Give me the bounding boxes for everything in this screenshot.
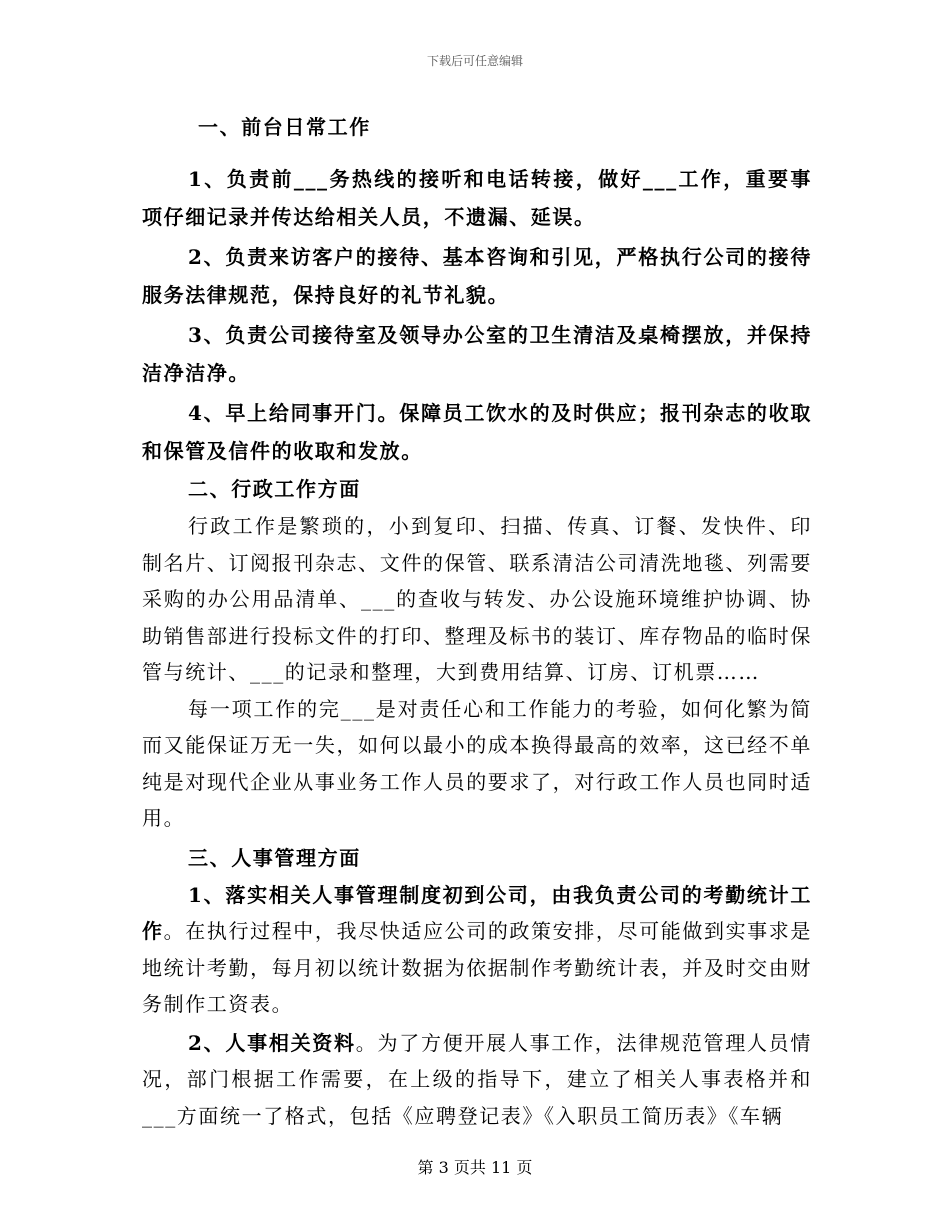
section-2-paragraph-1: 行政工作是繁琐的，小到复印、扫描、传真、订餐、发快件、印制名片、订阅报刊杂志、文件的保管、联系清洁公司清洗地毯、列需要采购的办公用品清单、___的查收与转发、办公设施环境维护协调、协助销售部进行投标文件的打印、整理及标书的装订、库存物品的临时保管与统计、___的记录和整理，大到费用结算、订房、订机票……: [142, 514, 812, 684]
section-1-item-2: 2、负责来访客户的接待、基本咨询和引见，严格执行公司的接待服务法律规范，保持良好的礼节礼貌。: [142, 245, 812, 307]
section-3-item-1: [142, 877, 812, 1023]
section-3-item-1-lead: 1、落实相关人事管理制度初到公司，由我负责公司的考勤统计工作: [142, 882, 812, 943]
page-footer: 第 3 页共 11 页: [417, 1158, 533, 1177]
section-1-item-3: 3、负责公司接待室及领导办公室的卫生清洁及桌椅摆放，并保持洁净洁净。: [142, 323, 812, 385]
section-1-item-4: 4、早上给同事开门。保障员工饮水的及时供应；报刊杂志的收取和保管及信件的收取和发放。: [142, 401, 812, 463]
section-3-item-2-lead: 2、人事相关资料: [188, 1030, 356, 1055]
section-1-title: 一、前台日常工作: [198, 115, 371, 139]
section-1-item-1: 1、负责前___务热线的接听和电话转接，做好___工作，重要事项仔细记录并传达给相关人员，不遗漏、延误。: [142, 167, 812, 229]
section-3-item-2-body: 。为了方便开展人事工作，法律规范管理人员情况，部门根据工作需要，在上级的指导下，建立了相关人事表格并和___方面统一了格式，包括《应聘登记表》《入职员工简历表》《车辆: [142, 1030, 812, 1128]
page-header: 下载后可任意编辑: [426, 54, 523, 68]
section-2-paragraph-2: 每一项工作的完___是对责任心和工作能力的考验，如何化繁为简而又能保证万无一失，如何以最小的成本换得最高的效率，这已经不单纯是对现代企业从事业务工作人员的要求了，对行政工作人员也同时适用。: [142, 696, 812, 830]
section-2-title: 二、行政工作方面: [188, 477, 361, 501]
section-3-item-1-body: 。在执行过程中，我尽快适应公司的政策安排，尽可能做到实事求是地统计考勤，每月初以统计数据为依据制作考勤统计表，并及时交由财务制作工资表。: [142, 919, 813, 1016]
section-3-item-2: [142, 1025, 812, 1135]
section-3-title: 三、人事管理方面: [188, 845, 361, 870]
document-body: [142, 108, 812, 1134]
